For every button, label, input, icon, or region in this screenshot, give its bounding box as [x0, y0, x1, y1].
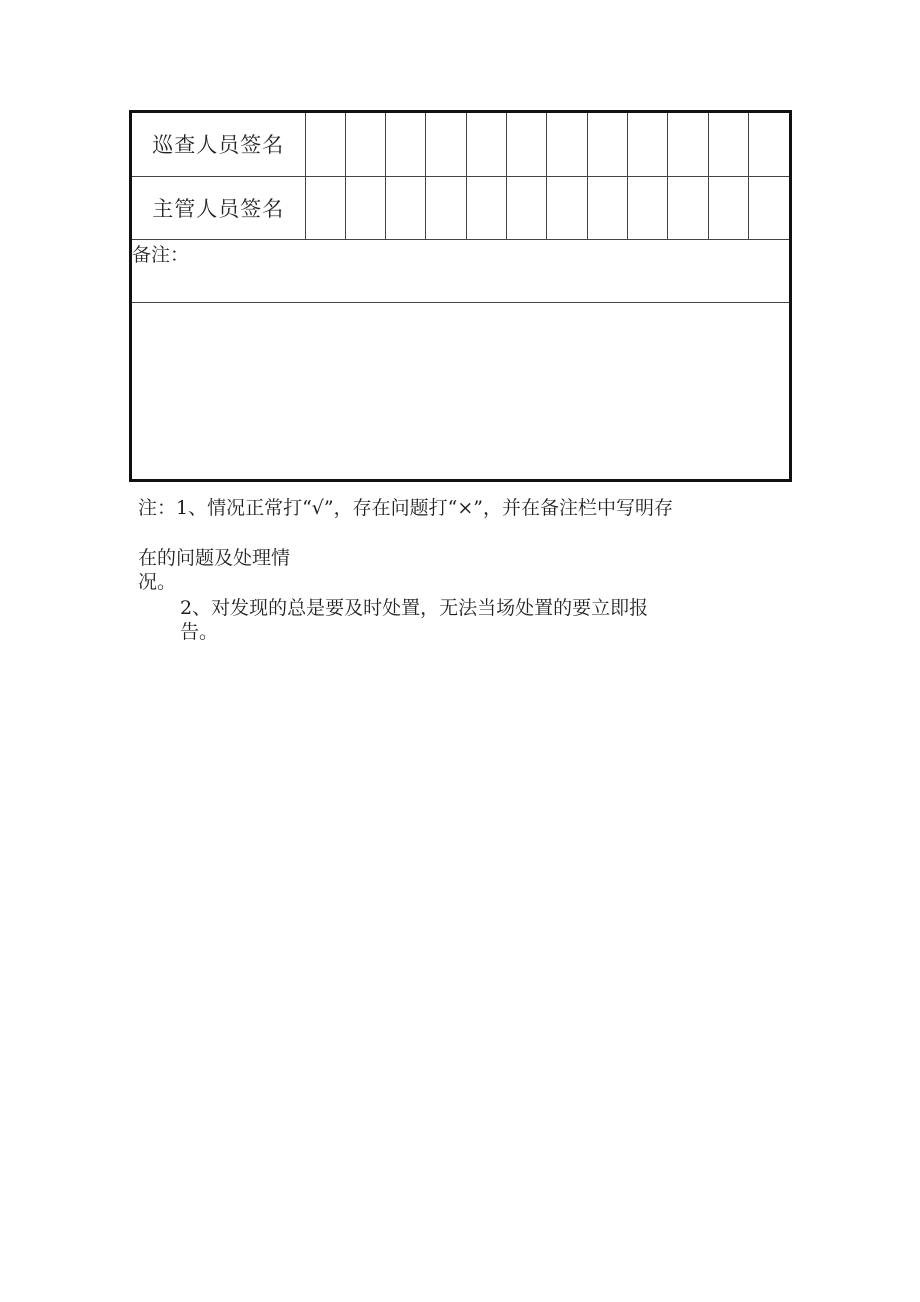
- table-row: [132, 176, 789, 239]
- signature-grid: [132, 113, 789, 303]
- signature-cell[interactable]: [507, 113, 547, 176]
- remark-row: [132, 239, 789, 302]
- inspection-signature-table: [129, 110, 792, 482]
- note-line-2: 在的问题及处理情: [138, 547, 291, 569]
- signature-cell[interactable]: [345, 113, 385, 176]
- signature-cell[interactable]: [628, 113, 668, 176]
- signature-cell[interactable]: [668, 113, 708, 176]
- signature-cell[interactable]: [305, 176, 345, 239]
- signature-cell[interactable]: [426, 176, 466, 239]
- signature-cell[interactable]: [587, 176, 627, 239]
- signature-cell[interactable]: [708, 113, 748, 176]
- signature-cell[interactable]: [345, 176, 385, 239]
- signature-cell[interactable]: [708, 176, 748, 239]
- signature-cell[interactable]: [628, 176, 668, 239]
- supervisor-signature-label: 主管人员签名: [132, 176, 305, 239]
- signature-cell[interactable]: [587, 113, 627, 176]
- signature-cell[interactable]: [507, 176, 547, 239]
- signature-cell[interactable]: [547, 176, 587, 239]
- note-line-1: 注：1、情况正常打“√”，存在问题打“×”，并在备注栏中写明存: [138, 497, 673, 519]
- signature-cell[interactable]: [305, 113, 345, 176]
- note-line-3: 况。: [138, 571, 177, 593]
- remark-cell[interactable]: [132, 239, 789, 302]
- signature-cell[interactable]: [466, 176, 506, 239]
- signature-cell[interactable]: [749, 113, 789, 176]
- signature-cell[interactable]: [547, 113, 587, 176]
- inspector-signature-label: 巡查人员签名: [132, 113, 305, 176]
- note-line-4: 2、对发现的总是要及时处置，无法当场处置的要立即报: [180, 597, 649, 619]
- table-row: [132, 113, 789, 176]
- signature-cell[interactable]: [668, 176, 708, 239]
- signature-cell[interactable]: [749, 176, 789, 239]
- remark-label: 备注：: [132, 243, 190, 266]
- signature-cell[interactable]: [426, 113, 466, 176]
- signature-cell[interactable]: [386, 113, 426, 176]
- note-line-5: 告。: [180, 621, 219, 643]
- signature-cell[interactable]: [386, 176, 426, 239]
- signature-cell[interactable]: [466, 113, 506, 176]
